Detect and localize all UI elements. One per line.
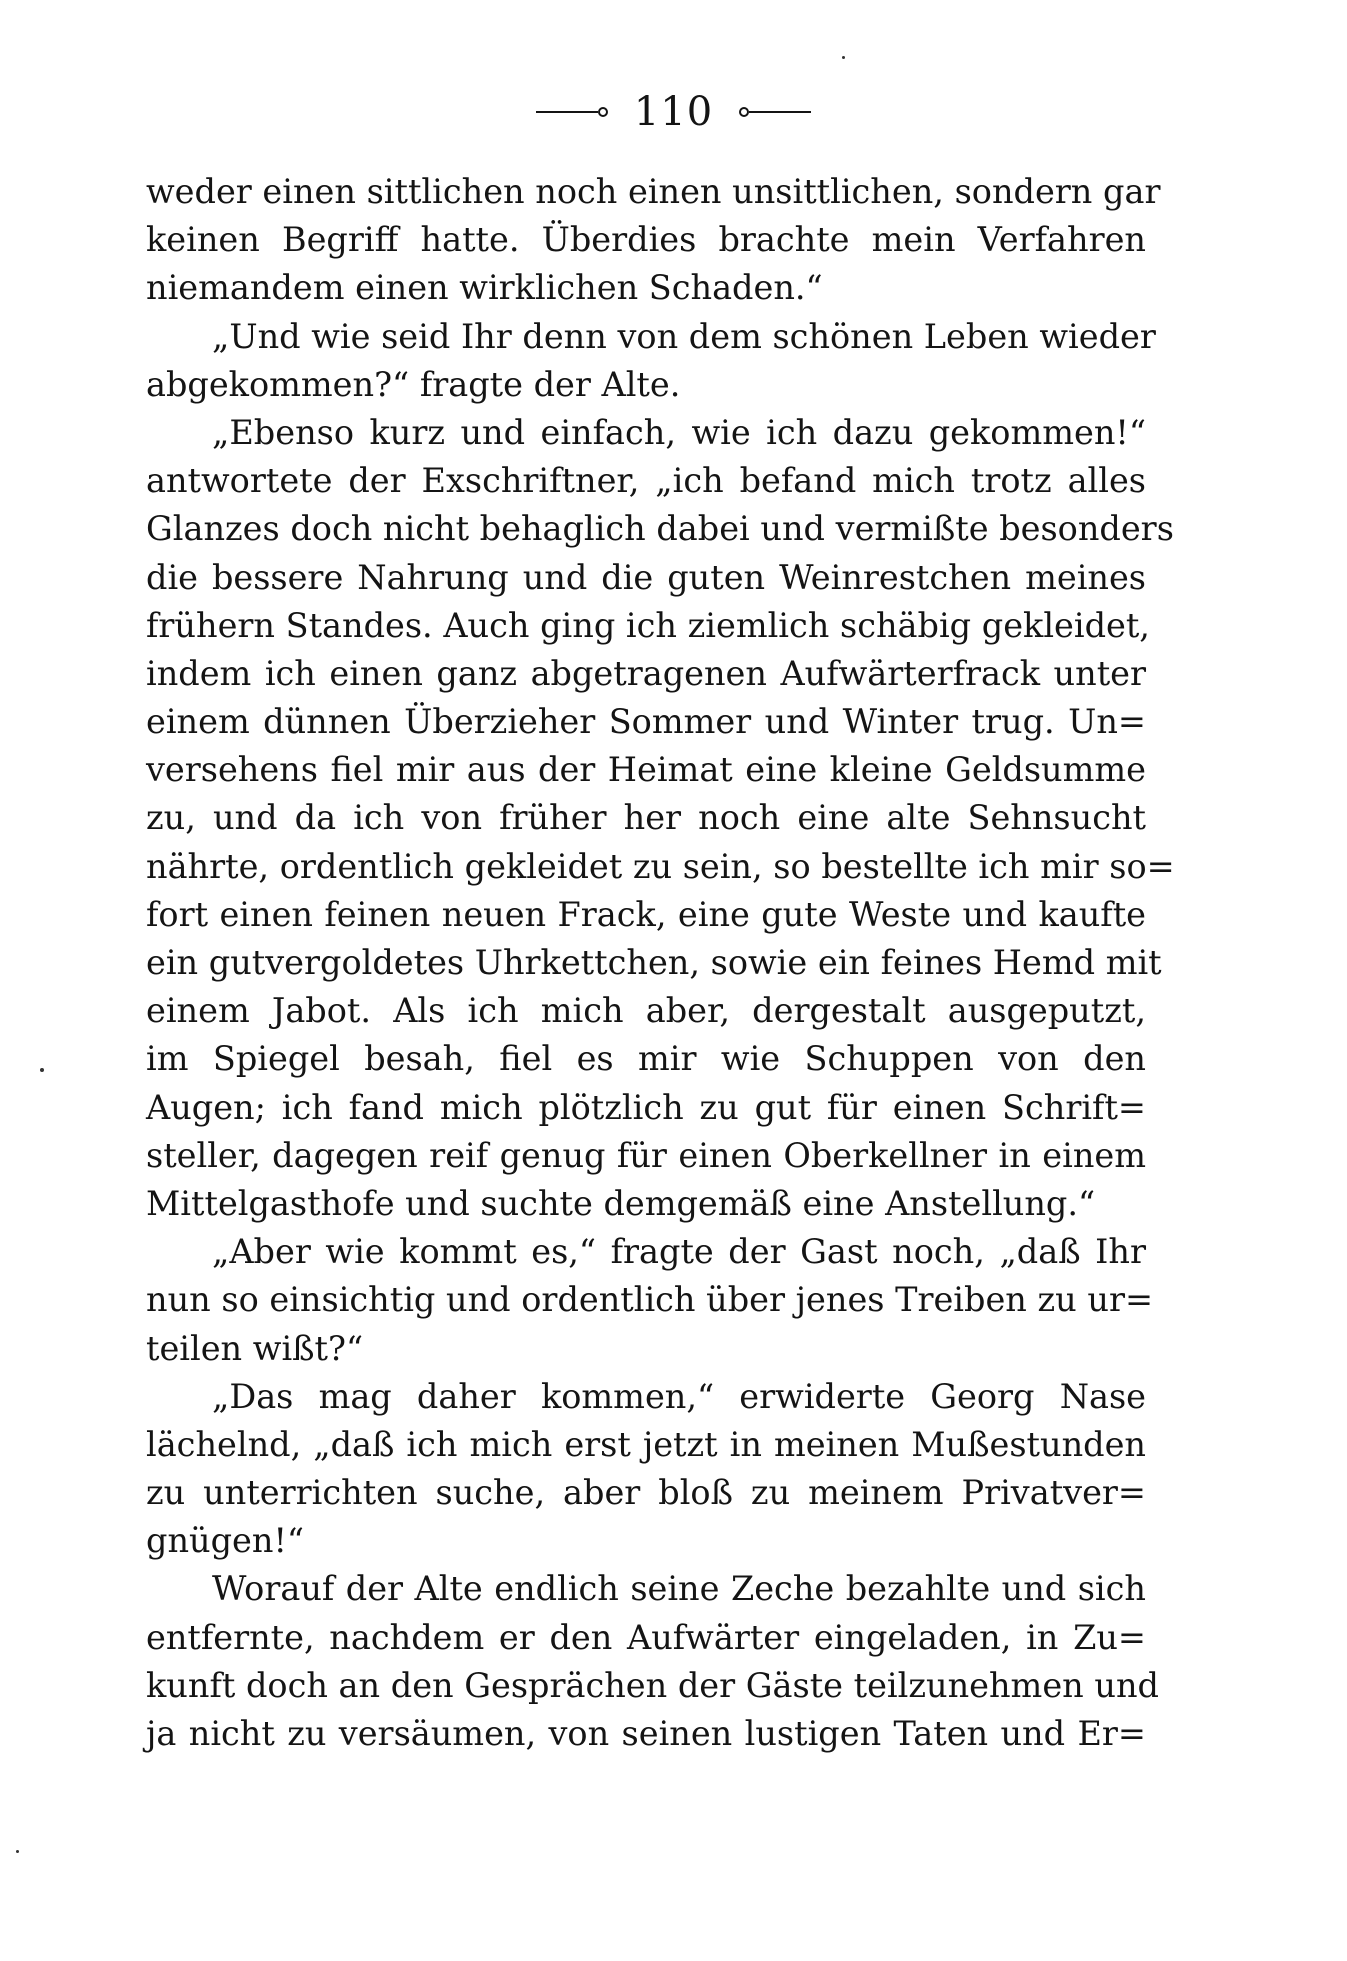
text-line: nährte, ordentlich gekleidet zu sein, so bestellte ich mir so= <box>146 846 1175 886</box>
text-line: kunft doch an den Gesprächen der Gäste teilzunehmen und <box>146 1665 1159 1705</box>
text-line: lächelnd, „daß ich mich erst jetzt in meinen Mußestunden <box>146 1424 1146 1464</box>
text-line: einem Jabot. Als ich mich aber, dergestalt ausgeputzt, <box>146 991 1146 1031</box>
text-line: „Und wie seid Ihr denn von dem schönen Leben wieder <box>212 316 1156 356</box>
text-line: im Spiegel besah, fiel es mir wie Schuppen von den <box>146 1039 1146 1079</box>
text-line: „Ebenso kurz und einfach, wie ich dazu gekommen!“ <box>212 412 1146 452</box>
text-line: ein gutvergoldetes Uhrkettchen, sowie ein feines Hemd mit <box>146 943 1162 982</box>
text-line: abgekommen?“ fragte der Alte. <box>146 364 681 404</box>
text-line: frühern Standes. Auch ging ich ziemlich schäbig gekleidet, <box>146 605 1150 645</box>
paper-speck <box>842 56 845 59</box>
text-line: Glanzes doch nicht behaglich dabei und vermißte besonders <box>146 509 1174 549</box>
text-line: entfernte, nachdem er den Aufwärter eingeladen, in Zu= <box>146 1617 1146 1657</box>
text-line: indem ich einen ganz abgetragenen Aufwärterfrack unter <box>146 653 1146 693</box>
text-line: weder einen sittlichen noch einen unsittlichen, sondern gar <box>146 172 1161 211</box>
text-line: zu, und da ich von früher her noch eine alte Sehnsucht <box>146 798 1146 838</box>
text-line: versehens fiel mir aus der Heimat eine kleine Geldsumme <box>146 750 1146 790</box>
text-line: fort einen feinen neuen Frack, eine gute Weste und kaufte <box>146 894 1146 934</box>
paper-speck <box>40 1068 44 1072</box>
page-number: 110 <box>633 89 714 135</box>
text-line: Augen; ich fand mich plötzlich zu gut für einen Schrift= <box>146 1087 1146 1127</box>
text-line: gnügen!“ <box>146 1521 305 1561</box>
text-line: keinen Begriff hatte. Überdies brachte mein Verfahren <box>146 220 1146 260</box>
header-ornament-left <box>536 107 608 117</box>
body-text <box>146 168 1175 1758</box>
text-line: „Das mag daher kommen,“ erwiderte Georg Nase <box>212 1376 1146 1416</box>
text-line: die bessere Nahrung und die guten Weinrestchen meines <box>146 557 1146 597</box>
text-line: „Aber wie kommt es,“ fragte der Gast noch, „daß Ihr <box>212 1232 1146 1272</box>
text-line: zu unterrichten suche, aber bloß zu meinem Privatver= <box>146 1473 1146 1513</box>
text-line: steller, dagegen reif genug für einen Oberkellner in einem <box>146 1135 1146 1175</box>
text-line: nun so einsichtig und ordentlich über jenes Treiben zu ur= <box>146 1280 1154 1320</box>
text-line: Mittelgasthofe und suchte demgemäß eine Anstellung.“ <box>146 1183 1096 1223</box>
text-line: antwortete der Exschriftner, „ich befand mich trotz alles <box>146 461 1146 501</box>
text-line: einem dünnen Überzieher Sommer und Winter trug. Un= <box>146 702 1146 742</box>
text-line: niemandem einen wirklichen Schaden.“ <box>146 268 823 308</box>
header-ornament-right <box>739 107 811 117</box>
text-line: Worauf der Alte endlich seine Zeche bezahlte und sich <box>212 1569 1146 1609</box>
paper-speck <box>16 1850 19 1853</box>
text-line: ja nicht zu versäumen, von seinen lustigen Taten und Er= <box>146 1714 1146 1753</box>
text-line: teilen wißt?“ <box>146 1328 364 1368</box>
page-header <box>0 88 1347 136</box>
